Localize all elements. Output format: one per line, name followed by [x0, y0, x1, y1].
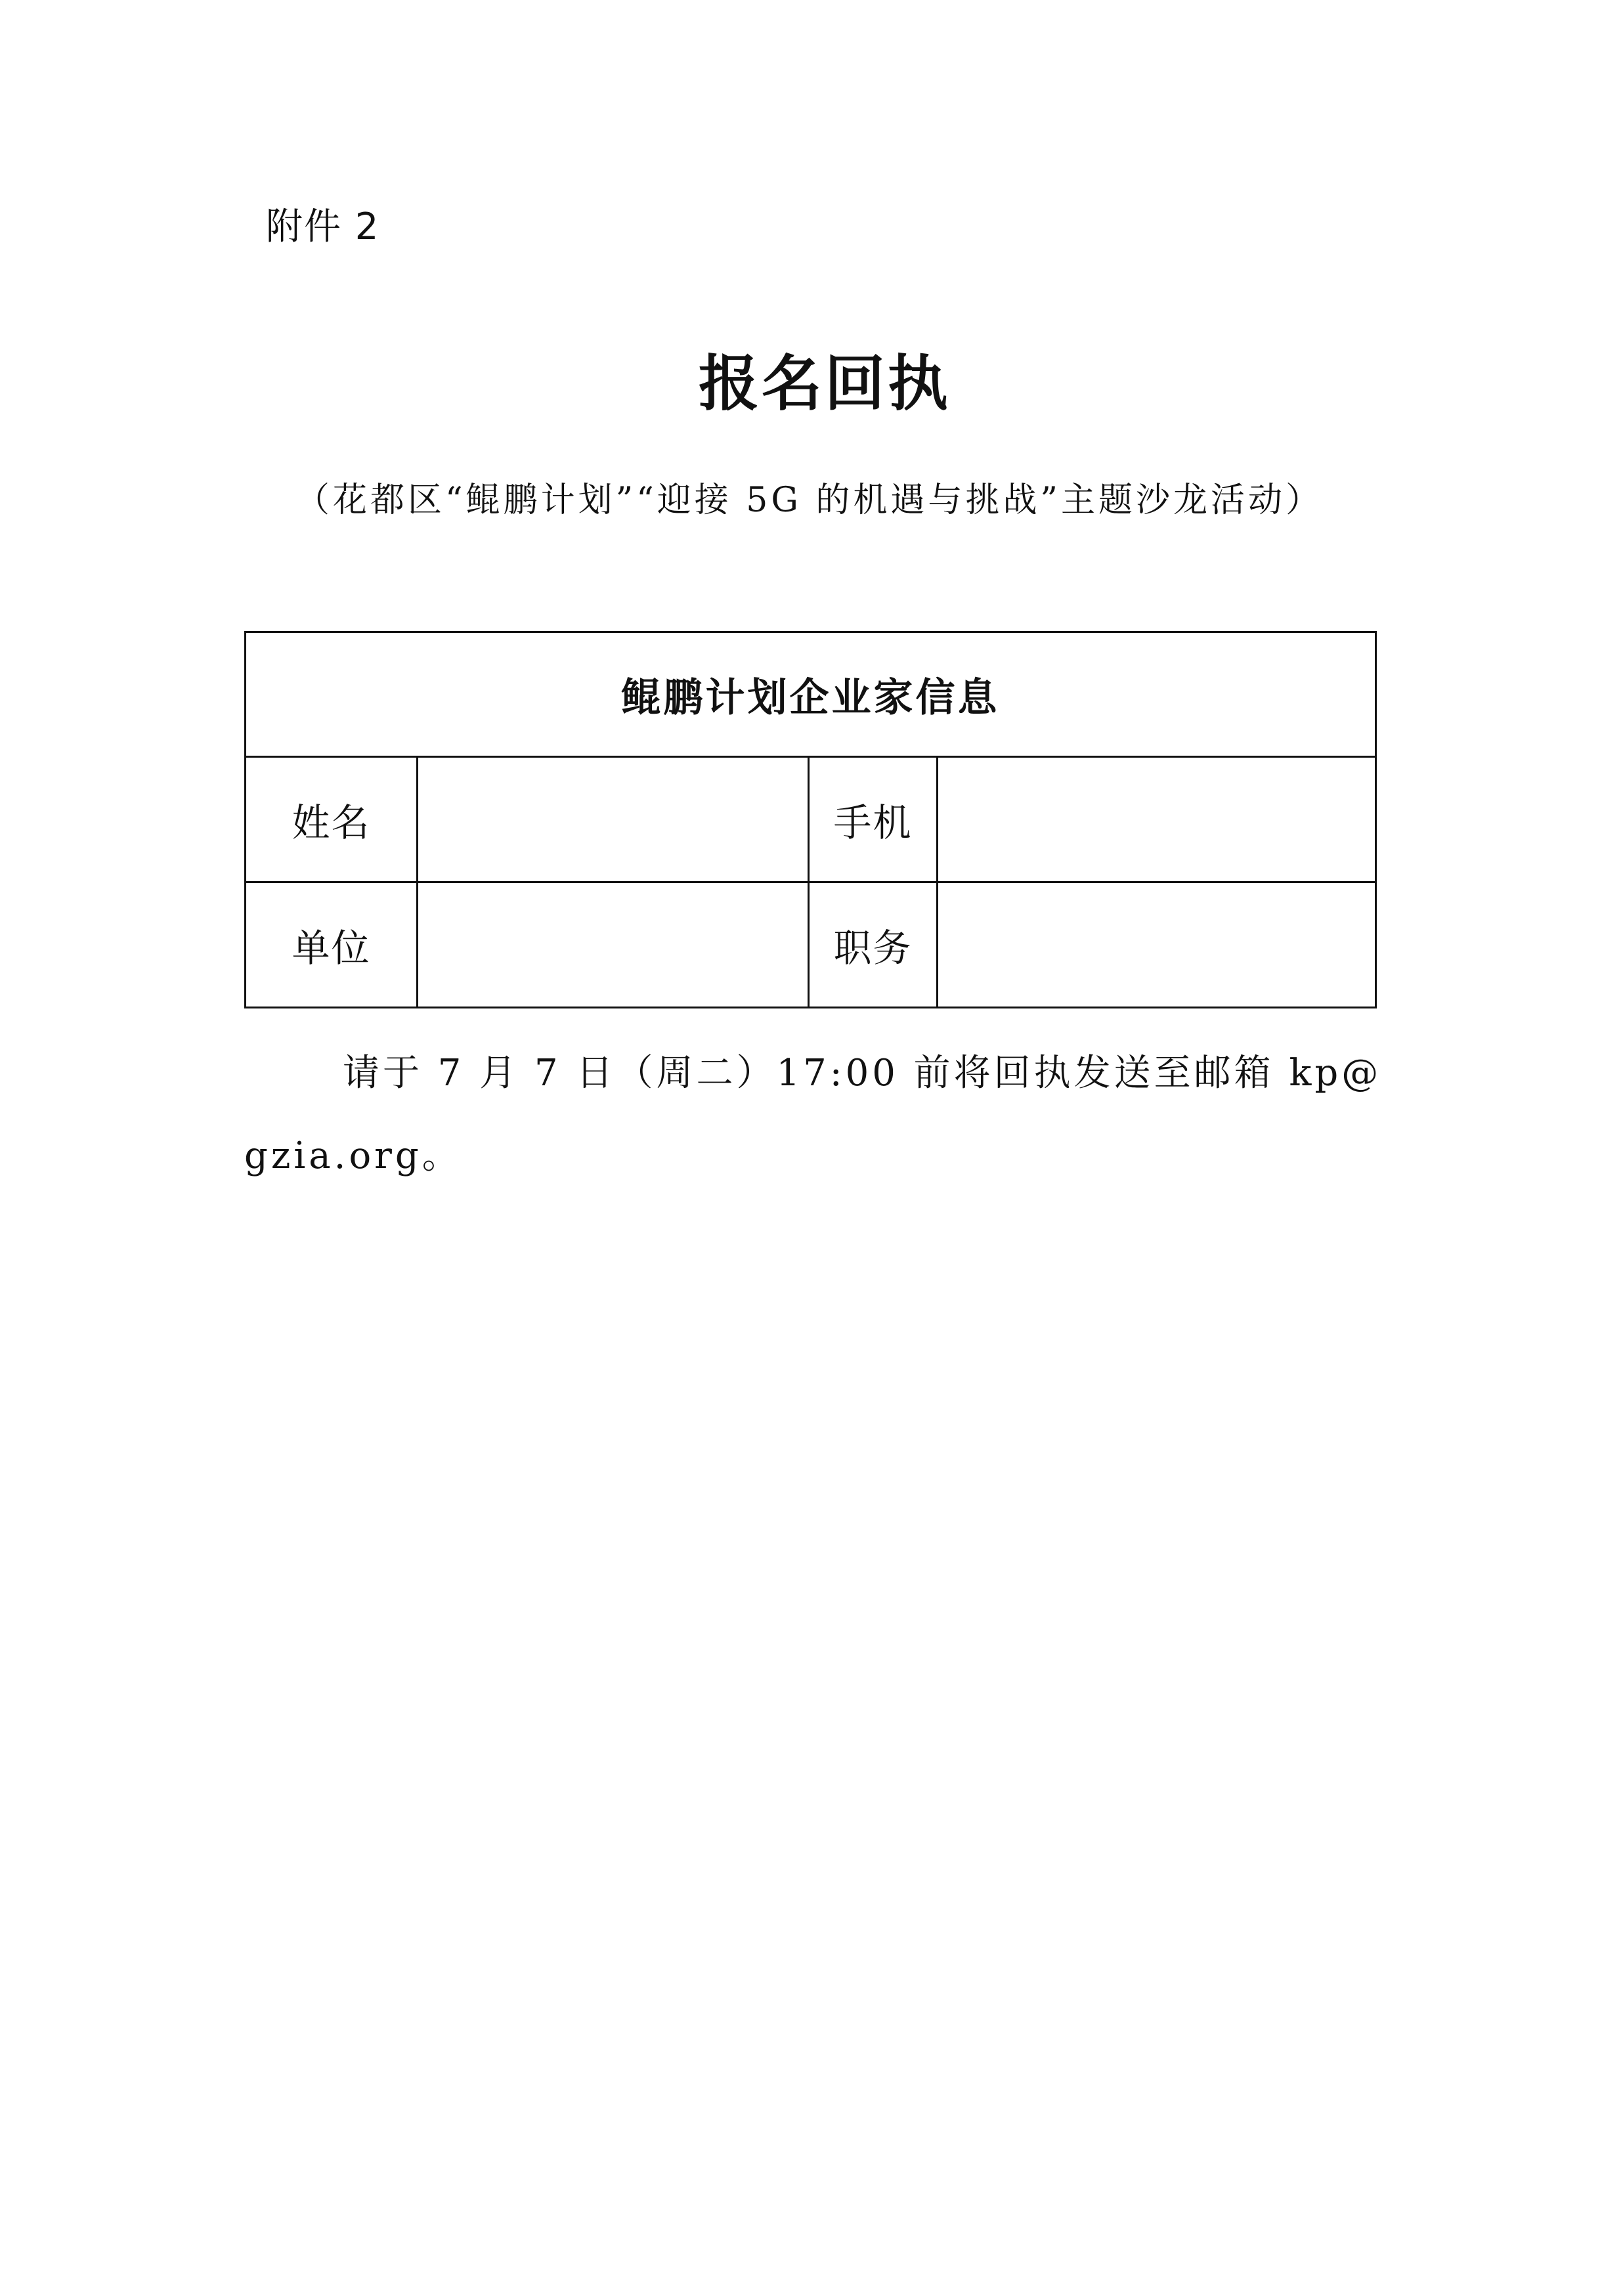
table-row: [246, 882, 1376, 1008]
attachment-label: 附件 2: [266, 206, 380, 248]
position-label: 职务: [809, 882, 938, 1008]
registration-table: [244, 631, 1377, 1008]
phone-label: 手机: [809, 757, 938, 882]
phone-field[interactable]: [938, 757, 1376, 882]
name-label: 姓名: [246, 757, 418, 882]
table-header-row: [246, 632, 1376, 757]
document-title: 报名回执: [698, 348, 951, 419]
position-field[interactable]: [938, 882, 1376, 1008]
name-field[interactable]: [418, 757, 809, 882]
table-row: [246, 757, 1376, 882]
company-label: 单位: [246, 882, 418, 1008]
submission-notice: 请于 7 月 7 日（周二）17:00 前将回执发送至邮箱 kp@gzia.org。: [244, 1052, 1382, 1177]
company-field[interactable]: [418, 882, 809, 1008]
document-subtitle: （花都区“鲲鹏计划”“迎接 5G 的机遇与挑战”主题沙龙活动）: [295, 481, 1324, 520]
table-header: 鲲鹏计划企业家信息: [246, 632, 1376, 757]
